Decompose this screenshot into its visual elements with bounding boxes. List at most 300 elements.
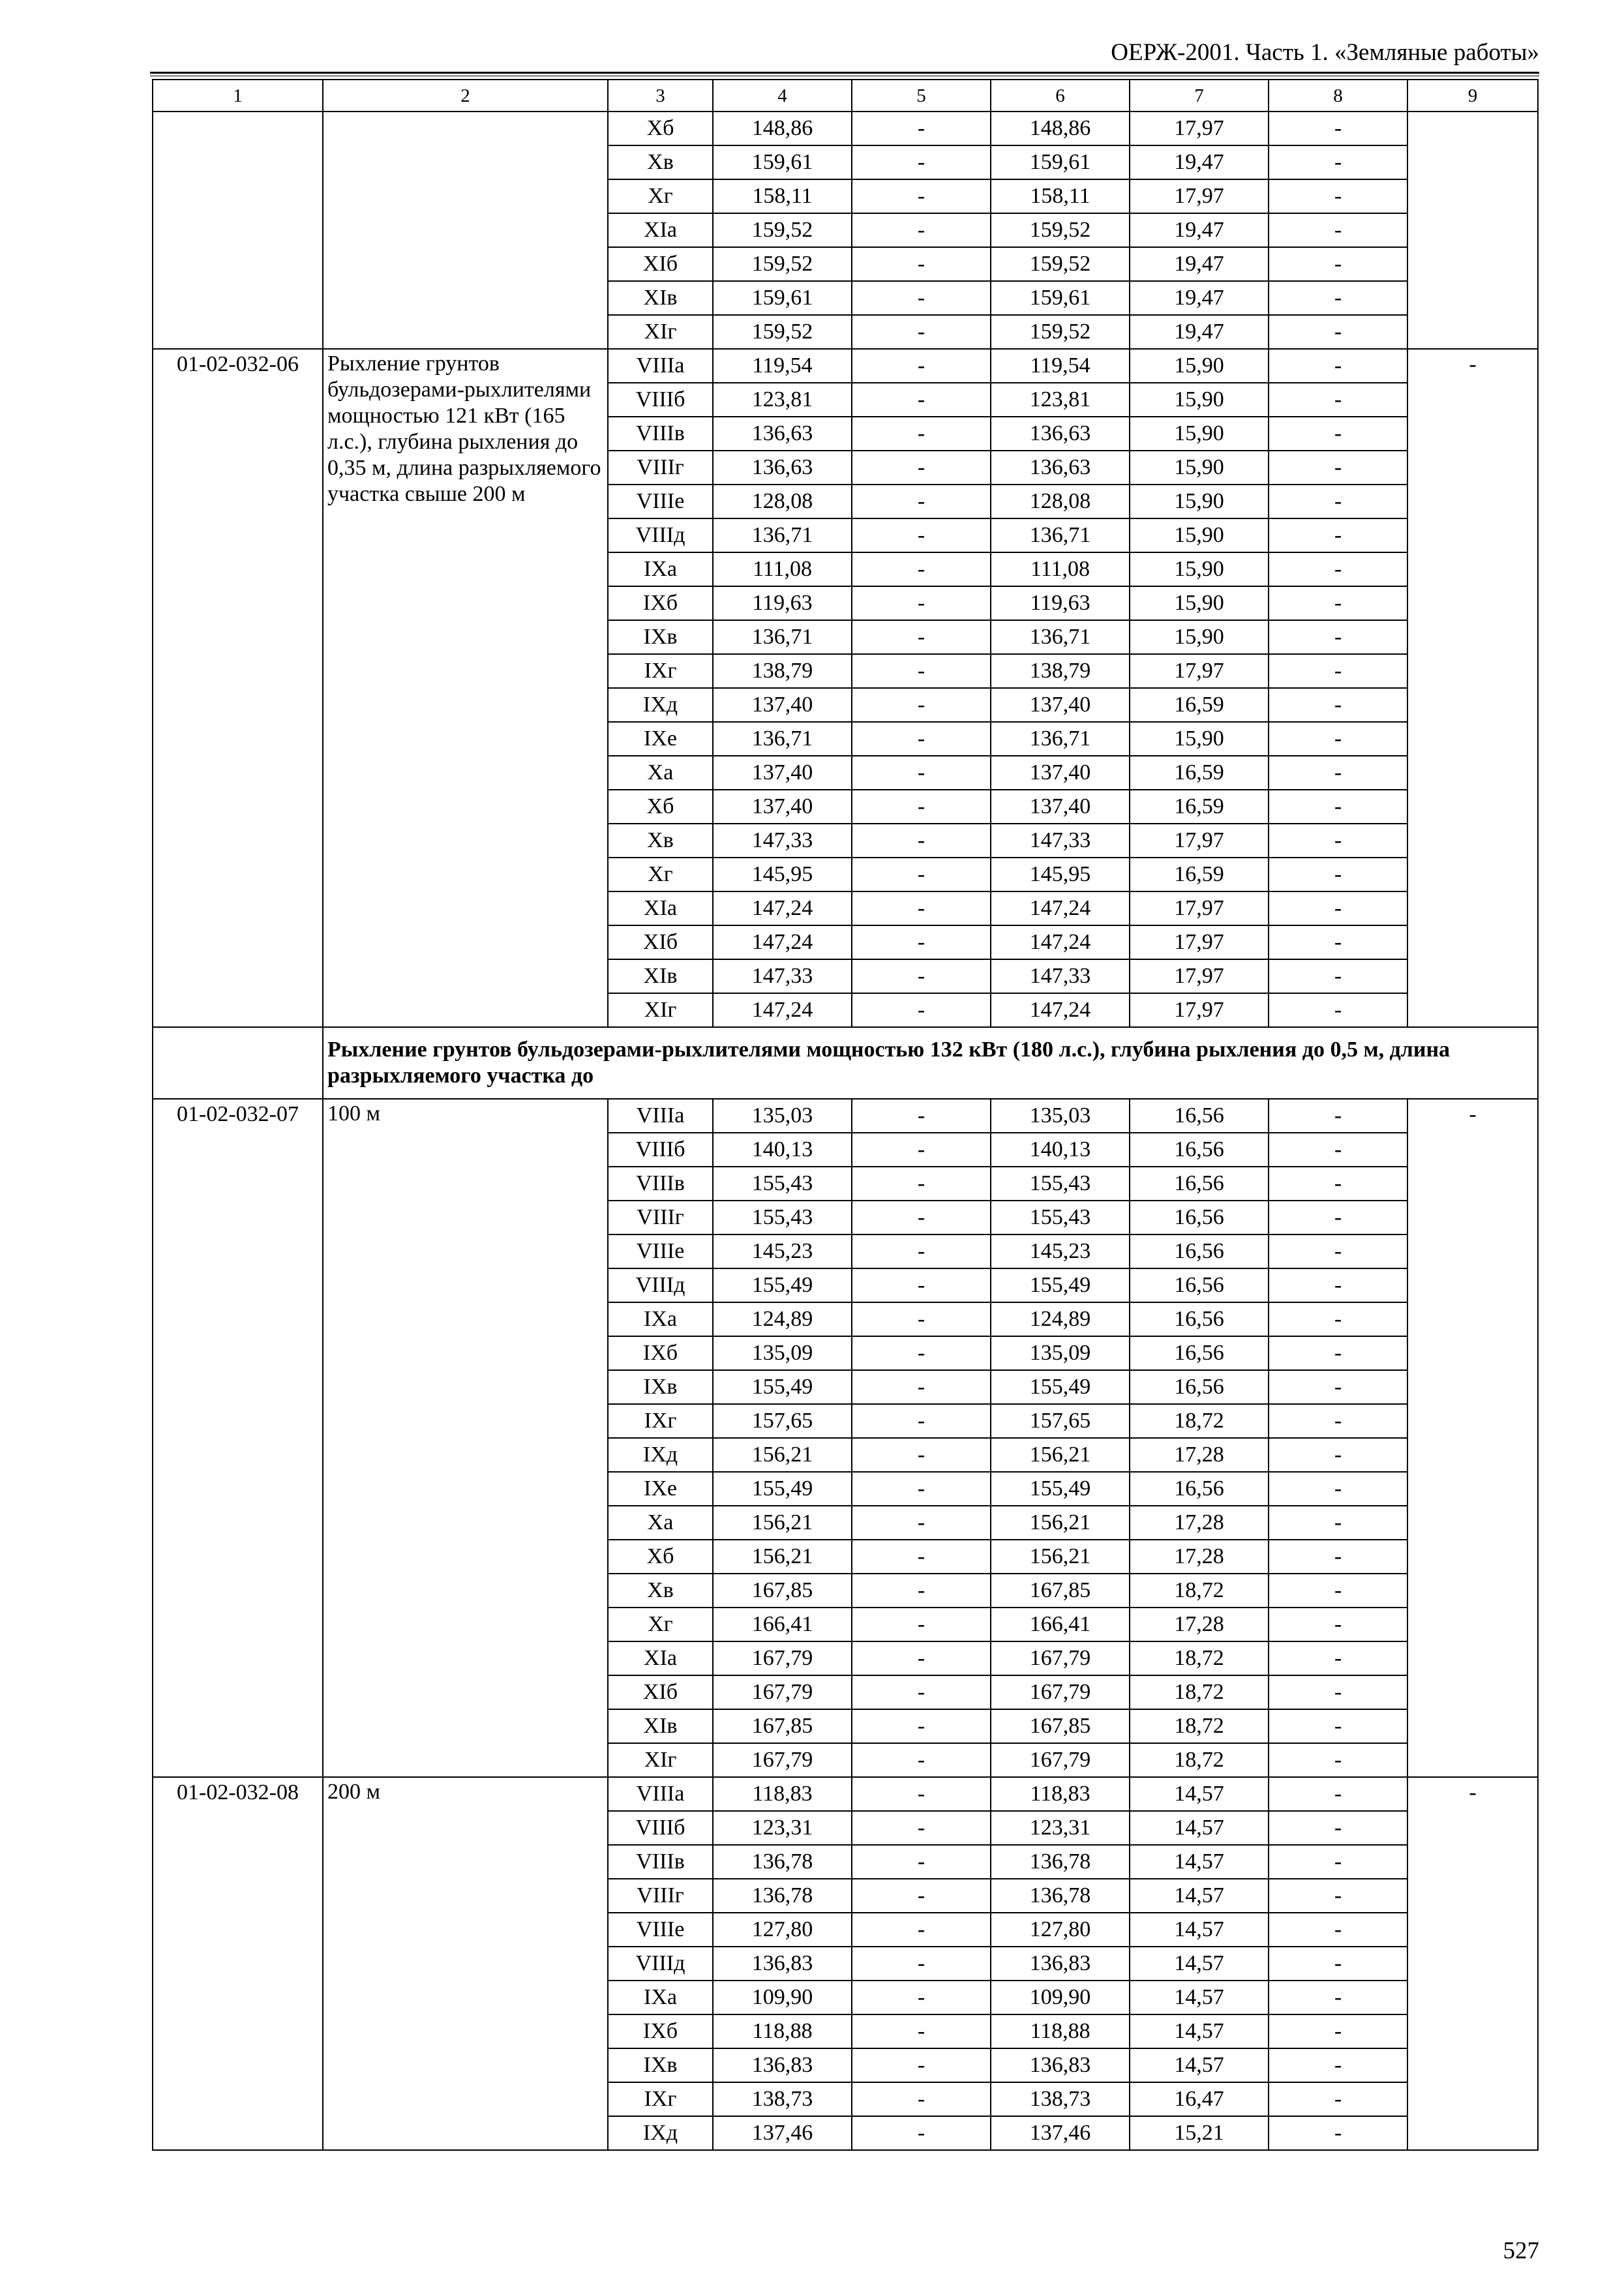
wages-cell: - [852, 1540, 991, 1574]
direct-costs-cell: 158,11 [713, 179, 852, 213]
wages-cell: - [852, 349, 991, 383]
materials-cell: - [1269, 1675, 1407, 1709]
soil-group-cell: VIIIб [608, 1133, 713, 1167]
machine-costs-cell: 119,63 [991, 586, 1130, 620]
rate-code: 01-02-032-07 [153, 1099, 323, 1777]
wages-cell: - [852, 1913, 991, 1947]
soil-group-cell: Xа [608, 1506, 713, 1540]
direct-costs-cell: 159,52 [713, 247, 852, 281]
soil-group-cell: XIб [608, 247, 713, 281]
soil-group-cell: VIIIе [608, 1234, 713, 1268]
operator-wages-cell: 17,28 [1130, 1540, 1269, 1574]
column-9-value: - [1407, 349, 1538, 1027]
direct-costs-cell: 118,83 [713, 1777, 852, 1811]
machine-costs-cell: 118,88 [991, 2014, 1130, 2048]
direct-costs-cell: 127,80 [713, 1913, 852, 1947]
machine-costs-cell: 159,52 [991, 315, 1130, 349]
materials-cell: - [1269, 417, 1407, 451]
machine-costs-cell: 136,71 [991, 722, 1130, 756]
soil-group-cell: XIа [608, 891, 713, 925]
materials-cell: - [1269, 1133, 1407, 1167]
soil-group-cell: IXв [608, 620, 713, 654]
machine-costs-cell: 147,24 [991, 891, 1130, 925]
operator-wages-cell: 14,57 [1130, 1777, 1269, 1811]
direct-costs-cell: 136,63 [713, 417, 852, 451]
column-number: 7 [1130, 80, 1269, 112]
direct-costs-cell: 136,83 [713, 1947, 852, 1981]
direct-costs-cell: 167,79 [713, 1743, 852, 1777]
direct-costs-cell: 155,49 [713, 1472, 852, 1506]
machine-costs-cell: 166,41 [991, 1608, 1130, 1641]
wages-cell: - [852, 1404, 991, 1438]
wages-cell: - [852, 824, 991, 858]
machine-costs-cell: 155,49 [991, 1370, 1130, 1404]
machine-costs-cell: 157,65 [991, 1404, 1130, 1438]
operator-wages-cell: 14,57 [1130, 1879, 1269, 1913]
operator-wages-cell: 19,47 [1130, 315, 1269, 349]
wages-cell: - [852, 1777, 991, 1811]
materials-cell: - [1269, 1947, 1407, 1981]
wages-cell: - [852, 2082, 991, 2116]
soil-group-cell: VIIIе [608, 1913, 713, 1947]
table-row [153, 1099, 1538, 1133]
machine-costs-cell: 145,23 [991, 1234, 1130, 1268]
machine-costs-cell: 167,79 [991, 1743, 1130, 1777]
direct-costs-cell: 147,24 [713, 925, 852, 959]
table-row [153, 112, 1538, 145]
soil-group-cell: IXд [608, 2116, 713, 2150]
machine-costs-cell: 155,49 [991, 1472, 1130, 1506]
operator-wages-cell: 19,47 [1130, 247, 1269, 281]
operator-wages-cell: 14,57 [1130, 1913, 1269, 1947]
machine-costs-cell: 155,43 [991, 1201, 1130, 1234]
header-rule [150, 72, 1539, 74]
materials-cell: - [1269, 383, 1407, 417]
soil-group-cell: Xг [608, 858, 713, 891]
materials-cell: - [1269, 1879, 1407, 1913]
soil-group-cell: IXд [608, 1438, 713, 1472]
machine-costs-cell: 136,63 [991, 417, 1130, 451]
soil-group-cell: IXв [608, 2048, 713, 2082]
direct-costs-cell: 159,61 [713, 281, 852, 315]
materials-cell: - [1269, 2048, 1407, 2082]
wages-cell: - [852, 2116, 991, 2150]
materials-cell: - [1269, 1268, 1407, 1302]
direct-costs-cell: 145,95 [713, 858, 852, 891]
direct-costs-cell: 137,40 [713, 688, 852, 722]
column-number-row [153, 80, 1538, 112]
soil-group-cell: XIа [608, 213, 713, 247]
direct-costs-cell: 147,33 [713, 959, 852, 993]
direct-costs-cell: 123,31 [713, 1811, 852, 1845]
soil-group-cell: XIг [608, 315, 713, 349]
wages-cell: - [852, 1201, 991, 1234]
wages-cell: - [852, 518, 991, 552]
operator-wages-cell: 15,90 [1130, 349, 1269, 383]
operator-wages-cell: 16,56 [1130, 1268, 1269, 1302]
materials-cell: - [1269, 925, 1407, 959]
materials-cell: - [1269, 756, 1407, 790]
direct-costs-cell: 136,78 [713, 1879, 852, 1913]
operator-wages-cell: 17,97 [1130, 112, 1269, 145]
section-heading: Рыхление грунтов бульдозерами-рыхлителями мощностью 132 кВт (180 л.с.), глубина рыхления до 0,5 м, длина разрыхляемого участка до [323, 1027, 1538, 1099]
direct-costs-cell: 157,65 [713, 1404, 852, 1438]
materials-cell: - [1269, 1336, 1407, 1370]
soil-group-cell: VIIIг [608, 451, 713, 485]
page-header-title: ОЕРЖ-2001. Часть 1. «Земляные работы» [1111, 39, 1539, 66]
direct-costs-cell: 136,83 [713, 2048, 852, 2082]
materials-cell: - [1269, 1201, 1407, 1234]
soil-group-cell: IXа [608, 552, 713, 586]
wages-cell: - [852, 1709, 991, 1743]
direct-costs-cell: 155,49 [713, 1370, 852, 1404]
wages-cell: - [852, 1268, 991, 1302]
direct-costs-cell: 167,79 [713, 1641, 852, 1675]
column-number: 8 [1269, 80, 1407, 112]
direct-costs-cell: 137,40 [713, 790, 852, 824]
soil-group-cell: XIа [608, 1641, 713, 1675]
materials-cell: - [1269, 1913, 1407, 1947]
table-row [153, 1777, 1538, 1811]
wages-cell: - [852, 1675, 991, 1709]
machine-costs-cell: 137,40 [991, 756, 1130, 790]
wages-cell: - [852, 993, 991, 1027]
rates-table-body [153, 80, 1538, 2150]
soil-group-cell: Xа [608, 756, 713, 790]
wages-cell: - [852, 1506, 991, 1540]
page-number: 527 [1503, 2237, 1539, 2264]
machine-costs-cell: 147,33 [991, 824, 1130, 858]
materials-cell: - [1269, 1167, 1407, 1201]
operator-wages-cell: 17,28 [1130, 1506, 1269, 1540]
operator-wages-cell: 15,90 [1130, 620, 1269, 654]
soil-group-cell: Xб [608, 1540, 713, 1574]
direct-costs-cell: 156,21 [713, 1438, 852, 1472]
operator-wages-cell: 15,21 [1130, 2116, 1269, 2150]
direct-costs-cell: 128,08 [713, 485, 852, 518]
materials-cell: - [1269, 722, 1407, 756]
machine-costs-cell: 159,52 [991, 247, 1130, 281]
soil-group-cell: IXд [608, 688, 713, 722]
operator-wages-cell: 15,90 [1130, 417, 1269, 451]
soil-group-cell: VIIIв [608, 1845, 713, 1879]
machine-costs-cell: 138,79 [991, 654, 1130, 688]
machine-costs-cell: 147,33 [991, 959, 1130, 993]
column-number: 5 [852, 80, 991, 112]
soil-group-cell: VIIIб [608, 383, 713, 417]
direct-costs-cell: 136,71 [713, 620, 852, 654]
direct-costs-cell: 138,79 [713, 654, 852, 688]
machine-costs-cell: 123,81 [991, 383, 1130, 417]
soil-group-cell: Xв [608, 1574, 713, 1608]
wages-cell: - [852, 1845, 991, 1879]
materials-cell: - [1269, 247, 1407, 281]
wages-cell: - [852, 1574, 991, 1608]
materials-cell: - [1269, 824, 1407, 858]
soil-group-cell: IXг [608, 1404, 713, 1438]
machine-costs-cell: 128,08 [991, 485, 1130, 518]
soil-group-cell: VIIIд [608, 518, 713, 552]
materials-cell: - [1269, 1438, 1407, 1472]
operator-wages-cell: 17,97 [1130, 959, 1269, 993]
materials-cell: - [1269, 485, 1407, 518]
column-number: 9 [1407, 80, 1538, 112]
direct-costs-cell: 147,24 [713, 993, 852, 1027]
operator-wages-cell: 14,57 [1130, 1947, 1269, 1981]
machine-costs-cell: 167,79 [991, 1675, 1130, 1709]
direct-costs-cell: 138,73 [713, 2082, 852, 2116]
wages-cell: - [852, 891, 991, 925]
operator-wages-cell: 17,28 [1130, 1608, 1269, 1641]
work-description: 100 м [323, 1099, 608, 1777]
machine-costs-cell: 136,78 [991, 1879, 1130, 1913]
materials-cell: - [1269, 213, 1407, 247]
machine-costs-cell: 156,21 [991, 1506, 1130, 1540]
materials-cell: - [1269, 1981, 1407, 2014]
direct-costs-cell: 167,79 [713, 1675, 852, 1709]
materials-cell: - [1269, 281, 1407, 315]
materials-cell: - [1269, 1099, 1407, 1133]
soil-group-cell: XIб [608, 925, 713, 959]
operator-wages-cell: 16,56 [1130, 1133, 1269, 1167]
materials-cell: - [1269, 959, 1407, 993]
wages-cell: - [852, 315, 991, 349]
soil-group-cell: Xв [608, 824, 713, 858]
wages-cell: - [852, 552, 991, 586]
direct-costs-cell: 159,52 [713, 315, 852, 349]
direct-costs-cell: 118,88 [713, 2014, 852, 2048]
materials-cell: - [1269, 1845, 1407, 1879]
operator-wages-cell: 18,72 [1130, 1675, 1269, 1709]
operator-wages-cell: 14,57 [1130, 2014, 1269, 2048]
wages-cell: - [852, 1234, 991, 1268]
wages-cell: - [852, 620, 991, 654]
operator-wages-cell: 17,97 [1130, 654, 1269, 688]
operator-wages-cell: 14,57 [1130, 1811, 1269, 1845]
direct-costs-cell: 156,21 [713, 1540, 852, 1574]
wages-cell: - [852, 247, 991, 281]
wages-cell: - [852, 1133, 991, 1167]
soil-group-cell: VIIIа [608, 349, 713, 383]
wages-cell: - [852, 1472, 991, 1506]
machine-costs-cell: 137,40 [991, 688, 1130, 722]
operator-wages-cell: 15,90 [1130, 383, 1269, 417]
soil-group-cell: XIв [608, 1709, 713, 1743]
soil-group-cell: IXб [608, 586, 713, 620]
rate-code [153, 112, 323, 349]
wages-cell: - [852, 112, 991, 145]
direct-costs-cell: 148,86 [713, 112, 852, 145]
direct-costs-cell: 147,33 [713, 824, 852, 858]
operator-wages-cell: 16,56 [1130, 1099, 1269, 1133]
materials-cell: - [1269, 2116, 1407, 2150]
operator-wages-cell: 17,28 [1130, 1438, 1269, 1472]
direct-costs-cell: 111,08 [713, 552, 852, 586]
soil-group-cell: Xв [608, 145, 713, 179]
soil-group-cell: XIг [608, 1743, 713, 1777]
column-9-value [1407, 112, 1538, 349]
direct-costs-cell: 155,43 [713, 1167, 852, 1201]
machine-costs-cell: 156,21 [991, 1540, 1130, 1574]
operator-wages-cell: 19,47 [1130, 281, 1269, 315]
soil-group-cell: IXб [608, 1336, 713, 1370]
operator-wages-cell: 15,90 [1130, 586, 1269, 620]
wages-cell: - [852, 485, 991, 518]
wages-cell: - [852, 1981, 991, 2014]
wages-cell: - [852, 1099, 991, 1133]
operator-wages-cell: 18,72 [1130, 1641, 1269, 1675]
materials-cell: - [1269, 451, 1407, 485]
operator-wages-cell: 17,97 [1130, 179, 1269, 213]
wages-cell: - [852, 959, 991, 993]
wages-cell: - [852, 1302, 991, 1336]
operator-wages-cell: 18,72 [1130, 1743, 1269, 1777]
machine-costs-cell: 136,78 [991, 1845, 1130, 1879]
wages-cell: - [852, 1336, 991, 1370]
direct-costs-cell: 167,85 [713, 1574, 852, 1608]
operator-wages-cell: 14,57 [1130, 1981, 1269, 2014]
machine-costs-cell: 147,24 [991, 925, 1130, 959]
soil-group-cell: VIIIб [608, 1811, 713, 1845]
direct-costs-cell: 137,46 [713, 2116, 852, 2150]
operator-wages-cell: 18,72 [1130, 1574, 1269, 1608]
materials-cell: - [1269, 1608, 1407, 1641]
materials-cell: - [1269, 1811, 1407, 1845]
operator-wages-cell: 15,90 [1130, 518, 1269, 552]
machine-costs-cell: 137,46 [991, 2116, 1130, 2150]
direct-costs-cell: 136,71 [713, 518, 852, 552]
operator-wages-cell: 17,97 [1130, 993, 1269, 1027]
operator-wages-cell: 18,72 [1130, 1709, 1269, 1743]
work-description [323, 112, 608, 349]
operator-wages-cell: 16,56 [1130, 1472, 1269, 1506]
direct-costs-cell: 140,13 [713, 1133, 852, 1167]
soil-group-cell: Xг [608, 179, 713, 213]
wages-cell: - [852, 1167, 991, 1201]
operator-wages-cell: 16,56 [1130, 1302, 1269, 1336]
machine-costs-cell: 167,85 [991, 1574, 1130, 1608]
wages-cell: - [852, 1743, 991, 1777]
operator-wages-cell: 15,90 [1130, 485, 1269, 518]
wages-cell: - [852, 2014, 991, 2048]
wages-cell: - [852, 145, 991, 179]
direct-costs-cell: 136,63 [713, 451, 852, 485]
operator-wages-cell: 15,90 [1130, 451, 1269, 485]
work-description: 200 м [323, 1777, 608, 2150]
materials-cell: - [1269, 518, 1407, 552]
column-number: 2 [323, 80, 608, 112]
soil-group-cell: XIг [608, 993, 713, 1027]
column-9-value: - [1407, 1777, 1538, 2150]
materials-cell: - [1269, 1743, 1407, 1777]
direct-costs-cell: 155,49 [713, 1268, 852, 1302]
section-heading-row [153, 1027, 1538, 1099]
materials-cell: - [1269, 349, 1407, 383]
operator-wages-cell: 16,59 [1130, 756, 1269, 790]
machine-costs-cell: 136,83 [991, 2048, 1130, 2082]
direct-costs-cell: 166,41 [713, 1608, 852, 1641]
operator-wages-cell: 19,47 [1130, 213, 1269, 247]
operator-wages-cell: 18,72 [1130, 1404, 1269, 1438]
soil-group-cell: XIв [608, 281, 713, 315]
wages-cell: - [852, 281, 991, 315]
materials-cell: - [1269, 112, 1407, 145]
machine-costs-cell: 136,83 [991, 1947, 1130, 1981]
operator-wages-cell: 14,57 [1130, 1845, 1269, 1879]
direct-costs-cell: 136,71 [713, 722, 852, 756]
wages-cell: - [852, 1608, 991, 1641]
machine-costs-cell: 159,61 [991, 281, 1130, 315]
soil-group-cell: IXб [608, 2014, 713, 2048]
machine-costs-cell: 123,31 [991, 1811, 1130, 1845]
direct-costs-cell: 155,43 [713, 1201, 852, 1234]
soil-group-cell: Xг [608, 1608, 713, 1641]
materials-cell: - [1269, 620, 1407, 654]
machine-costs-cell: 167,85 [991, 1709, 1130, 1743]
machine-costs-cell: 136,63 [991, 451, 1130, 485]
machine-costs-cell: 111,08 [991, 552, 1130, 586]
machine-costs-cell: 156,21 [991, 1438, 1130, 1472]
materials-cell: - [1269, 1777, 1407, 1811]
machine-costs-cell: 118,83 [991, 1777, 1130, 1811]
soil-group-cell: VIIIд [608, 1268, 713, 1302]
wages-cell: - [852, 213, 991, 247]
wages-cell: - [852, 1370, 991, 1404]
operator-wages-cell: 15,90 [1130, 552, 1269, 586]
machine-costs-cell: 147,24 [991, 993, 1130, 1027]
soil-group-cell: VIIIв [608, 1167, 713, 1201]
direct-costs-cell: 159,61 [713, 145, 852, 179]
operator-wages-cell: 17,97 [1130, 824, 1269, 858]
operator-wages-cell: 14,57 [1130, 2048, 1269, 2082]
wages-cell: - [852, 1879, 991, 1913]
soil-group-cell: IXа [608, 1302, 713, 1336]
machine-costs-cell: 135,09 [991, 1336, 1130, 1370]
machine-costs-cell: 136,71 [991, 518, 1130, 552]
wages-cell: - [852, 790, 991, 824]
materials-cell: - [1269, 858, 1407, 891]
materials-cell: - [1269, 688, 1407, 722]
materials-cell: - [1269, 993, 1407, 1027]
materials-cell: - [1269, 1472, 1407, 1506]
soil-group-cell: VIIIд [608, 1947, 713, 1981]
soil-group-cell: IXа [608, 1981, 713, 2014]
machine-costs-cell: 127,80 [991, 1913, 1130, 1947]
wages-cell: - [852, 722, 991, 756]
wages-cell: - [852, 688, 991, 722]
materials-cell: - [1269, 315, 1407, 349]
materials-cell: - [1269, 145, 1407, 179]
wages-cell: - [852, 1641, 991, 1675]
materials-cell: - [1269, 790, 1407, 824]
machine-costs-cell: 109,90 [991, 1981, 1130, 2014]
operator-wages-cell: 17,97 [1130, 925, 1269, 959]
direct-costs-cell: 119,54 [713, 349, 852, 383]
materials-cell: - [1269, 2082, 1407, 2116]
materials-cell: - [1269, 1709, 1407, 1743]
materials-cell: - [1269, 2014, 1407, 2048]
machine-costs-cell: 136,71 [991, 620, 1130, 654]
wages-cell: - [852, 451, 991, 485]
wages-cell: - [852, 586, 991, 620]
wages-cell: - [852, 1438, 991, 1472]
wages-cell: - [852, 1811, 991, 1845]
operator-wages-cell: 16,56 [1130, 1201, 1269, 1234]
direct-costs-cell: 147,24 [713, 891, 852, 925]
machine-costs-cell: 138,73 [991, 2082, 1130, 2116]
operator-wages-cell: 16,56 [1130, 1167, 1269, 1201]
operator-wages-cell: 16,59 [1130, 858, 1269, 891]
